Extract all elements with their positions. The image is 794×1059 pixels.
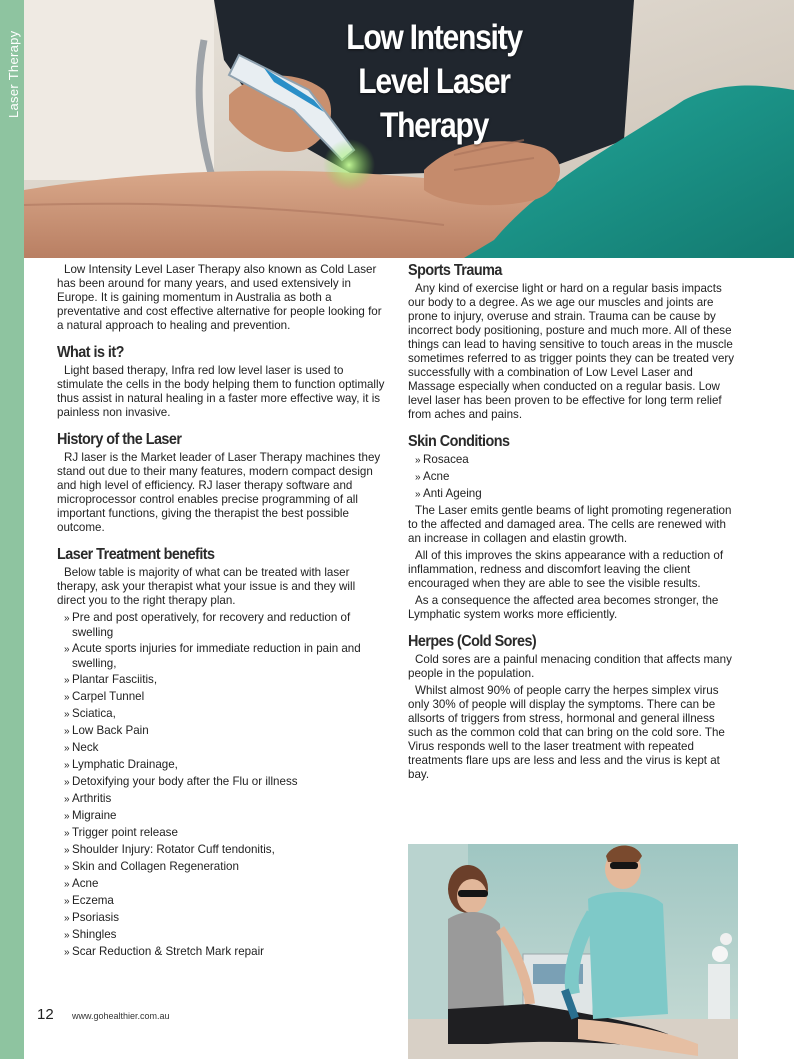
list-item: » Detoxifying your body after the Flu or illness bbox=[64, 775, 298, 788]
benefits-paragraph: Below table is majority of what can be treated with laser therapy, ask your therapist what your issue is and they will direct you to the right therapy plan. bbox=[57, 566, 356, 607]
list-item: » Scar Reduction & Stretch Mark repair bbox=[64, 945, 265, 958]
list-item: » Anti Ageing bbox=[415, 487, 482, 500]
skin-paragraph-3: As a consequence the affected area becomes stronger, the Lymphatic system works more efficiently. bbox=[408, 594, 719, 621]
list-item: » Plantar Fasciitis, bbox=[64, 673, 158, 686]
bullet-icon: » bbox=[64, 794, 70, 805]
list-item: » Psoriasis bbox=[64, 911, 120, 924]
list-item: » Neck bbox=[64, 741, 99, 754]
intro-paragraph: Low Intensity Level Laser Therapy also known as Cold Laser has been around for many years, and used extensively in Europe. It is gaining momentum in Australia as both a preventative and cost effective alternative for people looking for a natural approach to healing and prevention. bbox=[57, 263, 382, 332]
therapist-patient-photo bbox=[408, 844, 738, 1059]
bullet-icon: » bbox=[64, 743, 70, 754]
skin-paragraph-1: The Laser emits gentle beams of light promoting regeneration to the affected and damaged area. The cells are renewed with an increase in collagen and elastin growth. bbox=[408, 504, 732, 545]
hero-image bbox=[24, 0, 794, 258]
bullet-icon: » bbox=[415, 489, 421, 500]
hero-title-line: Low Intensity bbox=[346, 18, 522, 57]
treatment-photo bbox=[408, 844, 738, 1059]
list-item: » Acne bbox=[64, 877, 99, 890]
herpes-paragraph-2: Whilst almost 90% of people carry the herpes simplex virus only 30% of people will display the symptoms. There can be allsorts of triggers from stress, hormonal and general illness such as the common cold that can bring on the cold sore. The Virus responds well to the laser treatment with repeated treatments flare ups are less and less and the virus is kept at bay. bbox=[408, 684, 725, 781]
herpes-paragraph-1: Cold sores are a painful menacing condition that affects many people in the population. bbox=[408, 653, 732, 680]
list-item: » Sciatica, bbox=[64, 707, 116, 720]
list-item: » Arthritis bbox=[64, 792, 112, 805]
bullet-icon: » bbox=[64, 879, 70, 890]
bullet-icon: » bbox=[64, 675, 70, 686]
bullet-icon: » bbox=[64, 947, 70, 958]
history-paragraph: RJ laser is the Market leader of Laser Therapy machines they stand out due to their many features, modern compact design and high level of efficiency. RJ laser therapy software and microprocessor control enables precise programming of all important functions, giving the therapist the best possible outcome. bbox=[57, 451, 381, 534]
list-item: » Low Back Pain bbox=[64, 724, 149, 737]
herpes-heading: Herpes (Cold Sores) bbox=[408, 633, 537, 650]
list-item: » Trigger point release bbox=[64, 826, 178, 839]
what-paragraph: Light based therapy, Infra red low level laser is used to stimulate the cells in the body helping them to function optimally thus assist in natural healing in a faster more effective way, it is painless non invasive. bbox=[57, 364, 385, 419]
footer-url: www.gohealthier.com.au bbox=[72, 1011, 170, 1021]
list-item: » Acute sports injuries for immediate reduction in pain and swelling, bbox=[64, 642, 361, 670]
bullet-icon: » bbox=[64, 613, 70, 624]
side-strip bbox=[0, 0, 24, 1059]
left-column bbox=[57, 262, 385, 962]
bullet-icon: » bbox=[415, 455, 421, 466]
list-item: » Acne bbox=[415, 470, 450, 483]
bullet-icon: » bbox=[64, 777, 70, 788]
bullet-icon: » bbox=[64, 644, 70, 655]
list-item: » Eczema bbox=[64, 894, 114, 907]
benefits-heading: Laser Treatment benefits bbox=[57, 546, 215, 563]
hero-title-line: Level Laser bbox=[358, 62, 510, 101]
bullet-icon: » bbox=[64, 828, 70, 839]
what-heading: What is it? bbox=[57, 344, 124, 361]
sports-paragraph: Any kind of exercise light or hard on a regular basis impacts our body to a degree. As we age our muscles and joints are prone to injury, overuse and strain. Trauma can be cause by incorrect body positioning, posture and much more. All of these things can lead to having sensitive to touch areas in the muscle sometimes referred to as trigger points they can be treated very successfully with a combination of Low Level Laser and Massage especially when conducted on a regular basis. Low level laser has been proven to be effective for long term relief from aches and pains. bbox=[408, 282, 735, 421]
section-label: Laser Therapy bbox=[6, 30, 21, 118]
sports-heading: Sports Trauma bbox=[408, 262, 502, 279]
bullet-icon: » bbox=[64, 760, 70, 771]
history-heading: History of the Laser bbox=[57, 431, 182, 448]
bullet-icon: » bbox=[415, 472, 421, 483]
bullet-icon: » bbox=[64, 930, 70, 941]
list-item: » Shoulder Injury: Rotator Cuff tendonitis, bbox=[64, 843, 275, 856]
bullet-icon: » bbox=[64, 913, 70, 924]
skin-list bbox=[408, 453, 738, 502]
list-item: » Pre and post operatively, for recovery and reduction of swelling bbox=[64, 611, 351, 639]
right-column bbox=[408, 262, 738, 785]
hero-title bbox=[331, 16, 537, 148]
benefits-list bbox=[57, 611, 385, 960]
page-number: 12 bbox=[37, 1006, 54, 1023]
list-item: » Rosacea bbox=[415, 453, 469, 466]
list-item: » Migraine bbox=[64, 809, 117, 822]
bullet-icon: » bbox=[64, 709, 70, 720]
skin-heading: Skin Conditions bbox=[408, 433, 510, 450]
bullet-icon: » bbox=[64, 862, 70, 873]
hero-title-line: Therapy bbox=[379, 106, 489, 145]
list-item: » Shingles bbox=[64, 928, 117, 941]
bullet-icon: » bbox=[64, 845, 70, 856]
skin-paragraph-2: All of this improves the skins appearance with a reduction of inflammation, redness and discomfort leaving the client encouraged when they are able to see the visible results. bbox=[408, 549, 724, 590]
bullet-icon: » bbox=[64, 692, 70, 703]
bullet-icon: » bbox=[64, 811, 70, 822]
list-item: » Lymphatic Drainage, bbox=[64, 758, 178, 771]
list-item: » Skin and Collagen Regeneration bbox=[64, 860, 239, 873]
bullet-icon: » bbox=[64, 726, 70, 737]
bullet-icon: » bbox=[64, 896, 70, 907]
list-item: » Carpel Tunnel bbox=[64, 690, 145, 703]
